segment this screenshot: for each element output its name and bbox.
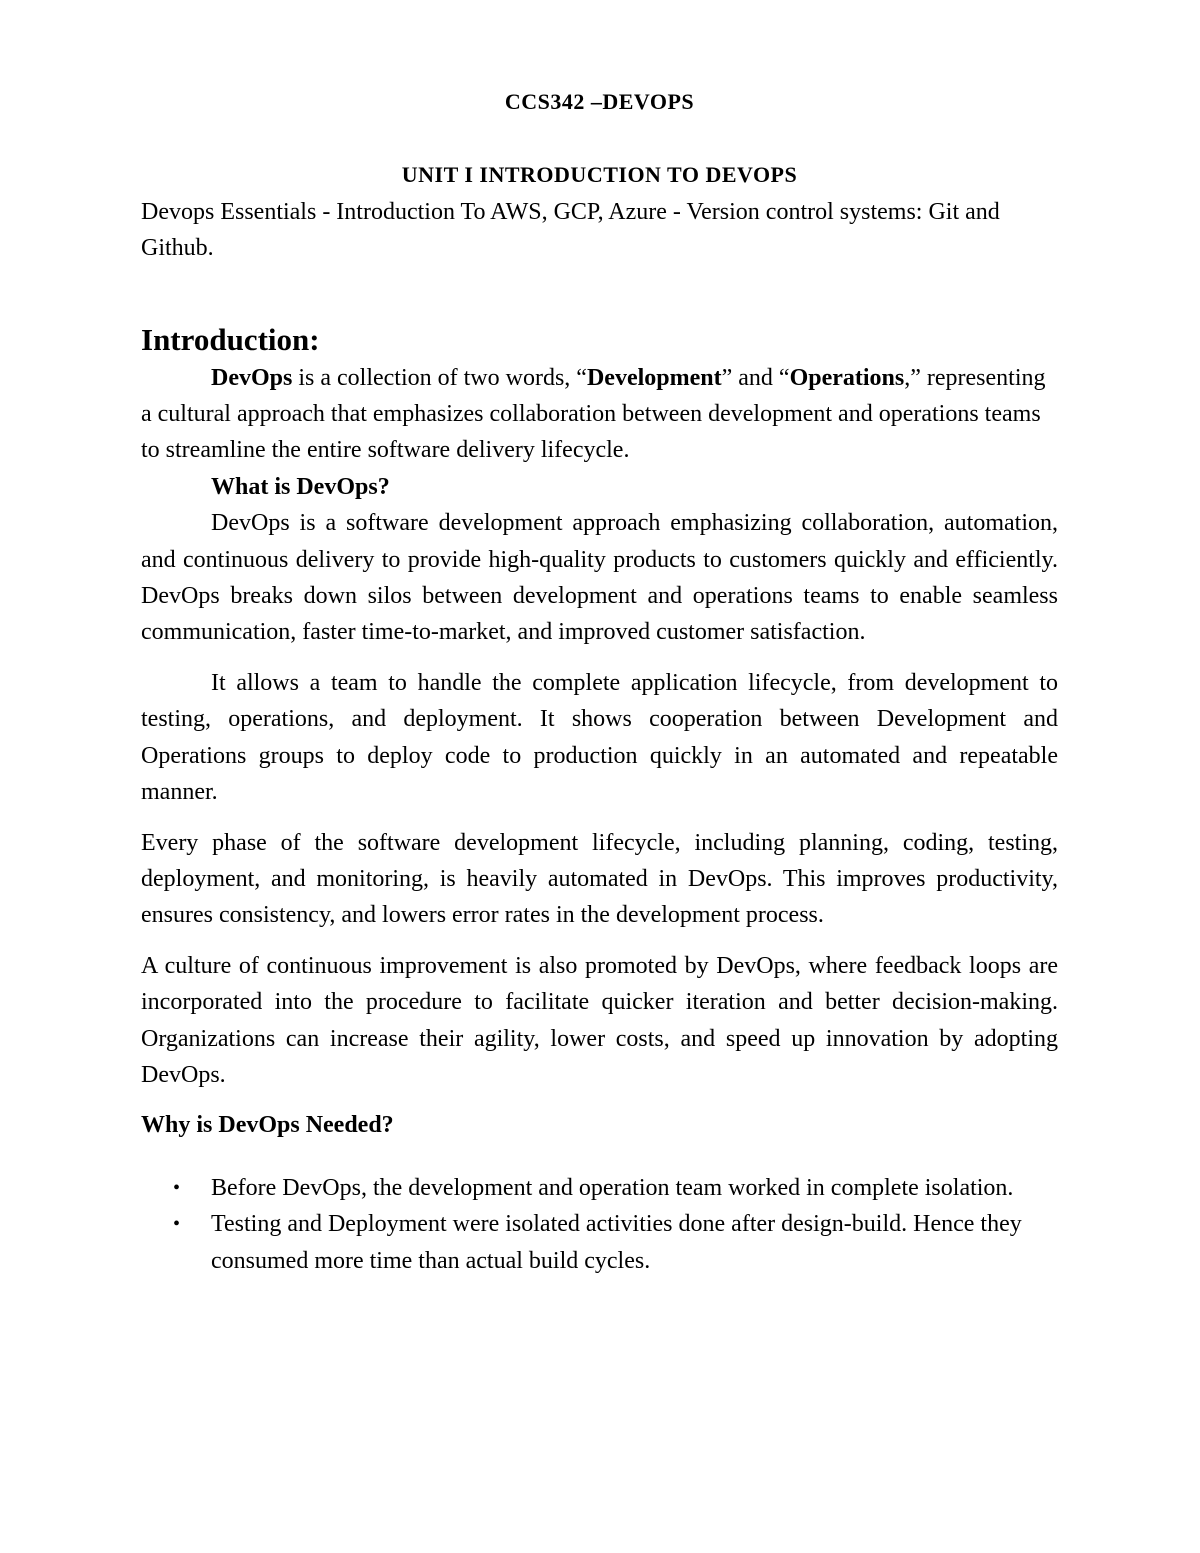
term-operations: Operations <box>789 364 905 391</box>
bullet-icon: • <box>173 1176 181 1199</box>
list-item-text: Before DevOps, the development and operation team worked in complete isolation. <box>211 1174 1014 1201</box>
term-development: Development <box>586 364 722 391</box>
introduction-heading: Introduction: <box>141 321 320 357</box>
what-is-devops-heading: What is DevOps? <box>211 473 390 500</box>
document-body <box>141 80 1058 1279</box>
term-devops: DevOps <box>211 364 293 391</box>
why-devops-needed-heading: Why is DevOps Needed? <box>141 1112 394 1139</box>
intro-text-2: ” and “ <box>721 364 790 391</box>
list-item-text: Testing and Deployment were isolated activities done after design-build. Hence they consumed more time than actual build cycles. <box>211 1211 1022 1274</box>
introduction-paragraph <box>141 360 1058 469</box>
why-needed-list <box>141 1170 1058 1279</box>
what-is-paragraph-2: It allows a team to handle the complete application lifecycle, from development to testing, operations, and deployment. It shows cooperation between Development and Operations groups to deploy code to production quickly in an automated and repeatable manner. <box>141 669 1058 806</box>
intro-text-1: is a collection of two words, “ <box>292 364 587 391</box>
course-title: CCS342 –DEVOPS <box>504 89 695 114</box>
what-is-paragraph-1: DevOps is a software development approach emphasizing collaboration, automation, and continuous delivery to provide high-quality products to customers quickly and efficiently. DevOps breaks down silos between development and operations teams to enable seamless communication, faster time-to-market, and improved customer satisfaction. <box>141 510 1058 646</box>
what-is-paragraph-4: A culture of continuous improvement is also promoted by DevOps, where feedback loops are incorporated into the procedure to facilitate quicker iteration and better decision-making. Organizations can increase their agility, lower costs, and speed up innovation by adopting DevOps. <box>141 952 1058 1088</box>
unit-title: UNIT I INTRODUCTION TO DEVOPS <box>401 162 798 188</box>
what-is-paragraph-3: Every phase of the software development lifecycle, including planning, coding, testing, deployment, and monitoring, is heavily automated in DevOps. This improves productivity, ensures consistency, and lowers error rates in the development process. <box>141 829 1058 929</box>
list-item <box>141 1170 1058 1206</box>
unit-topics: Devops Essentials - Introduction To AWS, GCP, Azure - Version control systems: Git and Github. <box>141 198 1000 262</box>
list-item <box>141 1206 1058 1279</box>
bullet-icon: • <box>173 1213 181 1236</box>
intro-text-3: ,” representing a cultural approach that emphasizes collaboration between development and operations teams to streamline the entire software delivery lifecycle. <box>141 364 1046 464</box>
